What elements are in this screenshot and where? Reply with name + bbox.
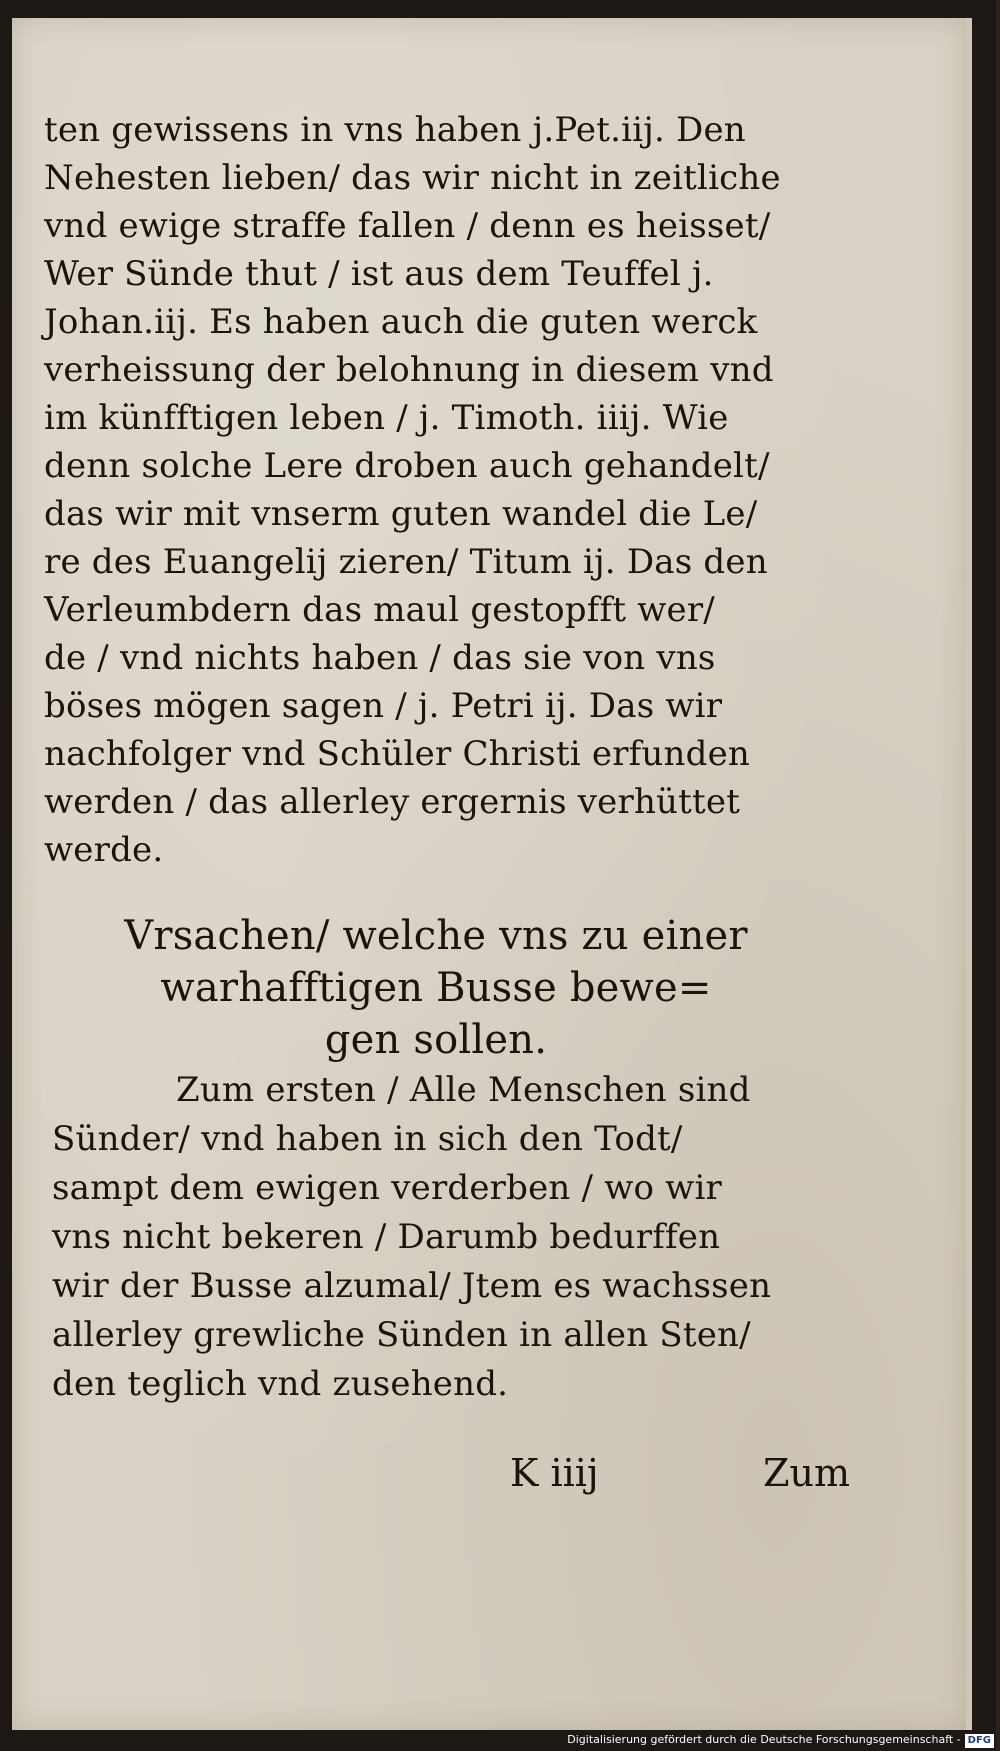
text-line: Nehesten lieben/ das wir nicht in zeitliche [44,158,781,198]
section-text [52,1066,842,1409]
text-line: sampt dem ewigen verderben / wo wir [52,1168,722,1208]
text-line: re des Euangelij zieren/ Titum ij. Das den [44,542,768,582]
signature-mark: K iiij [510,1451,599,1495]
credit-text: Digitalisierung gefördert durch die Deutsche Forschungsgemeinschaft - [567,1733,961,1746]
text-line: den teglich vnd zusehend. [52,1364,509,1404]
section-heading [56,910,816,1066]
text-line: verheissung der belohnung in diesem vnd [44,350,774,390]
page-edge [996,0,1000,1751]
text-line: böses mögen sagen / j. Petri ij. Das wir [44,686,723,726]
text-line: ten gewissens in vns haben j.Pet.iij. Den [44,110,746,150]
text-line: im künfftigen leben / j. Timoth. iiij. Wie [44,398,729,438]
catchword: Zum [763,1451,850,1495]
text-line: Zum ersten / Alle Menschen sind [176,1070,751,1110]
body-text [44,106,844,874]
heading-line: Vrsachen/ welche vns zu einer [124,913,748,959]
text-line: allerley grewliche Sünden in allen Sten/ [52,1315,751,1355]
heading-line: warhafftigen Busse bewe= [160,965,712,1011]
heading-line: gen sollen. [324,1017,548,1063]
text-line: vnd ewige straffe fallen / denn es heisset/ [44,206,771,246]
dfg-logo: DFG [965,1734,994,1748]
text-line: werden / das allerley ergernis verhüttet [44,782,741,822]
text-line: Johan.iij. Es haben auch die guten werck [44,302,758,342]
text-line: denn solche Lere droben auch gehandelt/ [44,446,770,486]
digitization-credit [567,1731,994,1749]
text-line: nachfolger vnd Schüler Christi erfunden [44,734,751,774]
text-line: das wir mit vnserm guten wandel die Le/ [44,494,758,534]
text-line: de / vnd nichts haben / das sie von vns [44,638,716,678]
text-line: Wer Sünde thut / ist aus dem Teuffel j. [44,254,714,294]
text-line: vns nicht bekeren / Darumb bedurffen [52,1217,721,1257]
text-line: Verleumbdern das maul gestopfft wer/ [44,590,715,630]
book-page [12,18,972,1730]
text-line: Sünder/ vnd haben in sich den Todt/ [52,1119,683,1159]
text-line: wir der Busse alzumal/ Jtem es wachssen [52,1266,772,1306]
text-line: werde. [44,830,164,870]
page-footer-marks [510,1448,850,1498]
